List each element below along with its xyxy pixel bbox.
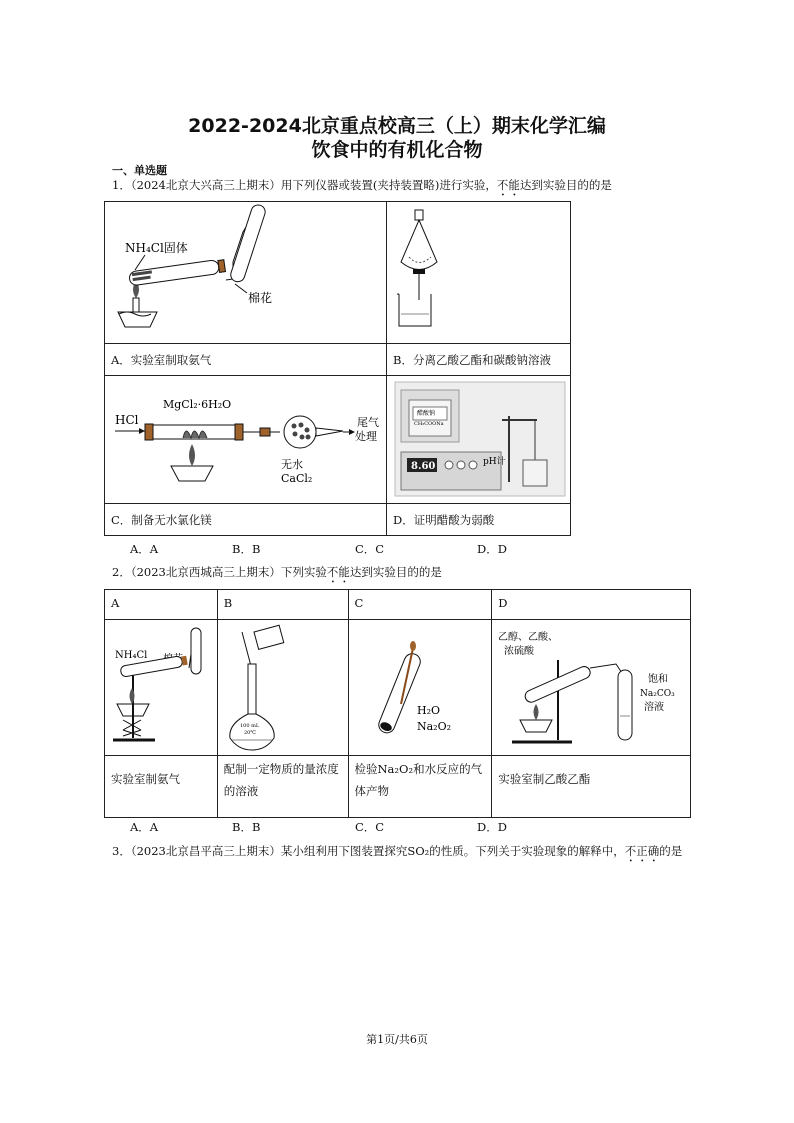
- q2b-label-volume: 100 mL: [239, 723, 259, 729]
- q2-figure-a: [105, 620, 218, 756]
- q2-header-c: C: [348, 590, 492, 620]
- q2a-label-nh4cl: NH₄Cl: [115, 650, 148, 661]
- q2-option-b[interactable]: B．B: [232, 820, 261, 834]
- q1c-label-treatment: 处理: [355, 430, 377, 443]
- q2c-label-h2o: H₂O: [416, 704, 440, 717]
- q2-option-d[interactable]: D．D: [477, 820, 507, 834]
- page-subtitle: 饮食中的有机化合物: [311, 139, 483, 161]
- question-1-table: [104, 201, 571, 536]
- q2b-label-temperature: 20℃: [243, 730, 256, 736]
- q2-desc-a: 实验室制氨气: [105, 756, 218, 818]
- page-footer: 第1页/共6页: [366, 1033, 428, 1046]
- q2-header-d: D: [492, 590, 691, 620]
- q1-figure-d: [387, 376, 571, 504]
- q2-option-a[interactable]: A．A: [130, 820, 159, 834]
- page-title: 2022-2024北京重点校高三（上）期末化学汇编: [188, 115, 606, 137]
- q1-caption-b: B．分离乙酸乙酯和碳酸钠溶液: [387, 344, 571, 376]
- q1-option-b[interactable]: B．B: [232, 542, 261, 556]
- q1c-label-mgcl2: MgCl₂·6H₂O: [163, 398, 232, 411]
- q1c-label-hcl: HCl: [115, 413, 139, 427]
- q1-option-d[interactable]: D．D: [477, 542, 507, 556]
- q2-desc-b: 配制一定物质的量浓度的溶液: [217, 756, 348, 818]
- q2d-label-solution: 溶液: [644, 702, 665, 713]
- q1a-label-cotton: 棉花: [248, 291, 273, 305]
- q2-header-a: A: [105, 590, 218, 620]
- q1-caption-d: D．证明醋酸为弱酸: [387, 504, 571, 536]
- q2-figure-d: [492, 620, 691, 756]
- q2-header-b: B: [217, 590, 348, 620]
- q1c-label-tailgas: 尾气: [357, 416, 379, 429]
- q1d-label-reading: 8.60: [411, 461, 436, 472]
- q2c-label-na2o2: Na₂O₂: [416, 720, 451, 733]
- q2d-label-h2so4: 浓硫酸: [504, 646, 535, 657]
- q1c-label-cacl2: CaCl₂: [281, 472, 313, 485]
- question-2-table: [104, 589, 691, 818]
- q2d-label-saturated: 饱和: [648, 674, 669, 685]
- q1-figure-c: [105, 376, 387, 504]
- q2-option-c[interactable]: C．C: [355, 820, 385, 834]
- q2d-label-na2co3: Na₂CO₃: [640, 689, 675, 699]
- q1a-label-nh4cl: NH₄Cl固体: [125, 241, 188, 255]
- q1d-label-ch3coona: CH₃COONa: [414, 421, 444, 427]
- q1-figure-a: [105, 202, 387, 344]
- q1d-label-ph-meter: pH计: [483, 457, 506, 467]
- question-1-stem: 1．（2024北京大兴高三上期末）用下列仪器或装置(夹持装置略)进行实验，不能达到实验目的的是: [112, 178, 612, 192]
- question-3-stem: 3．（2023北京昌平高三上期末）某小组利用下图装置探究SO₂的性质。下列关于实验现象的解释中，不正确的是: [112, 844, 683, 858]
- q1-option-a[interactable]: A．A: [130, 542, 159, 556]
- q2-figure-c: [348, 620, 492, 756]
- q1-caption-c: C．制备无水氯化镁: [105, 504, 387, 536]
- q2-desc-c: 检验Na₂O₂和水反应的气体产物: [348, 756, 492, 818]
- q1d-label-sodium-acetate: 醋酸钠: [417, 410, 436, 417]
- q1-figure-b: [387, 202, 571, 344]
- section-heading: 一、单选题: [112, 164, 167, 177]
- q1-caption-a: A．实验室制取氨气: [105, 344, 387, 376]
- question-2-stem: 2．（2023北京西城高三上期末）下列实验不能达到实验目的的是: [112, 565, 442, 579]
- q1c-label-anhydrous: 无水: [281, 458, 303, 471]
- q2-desc-d: 实验室制乙酸乙酯: [492, 756, 691, 818]
- q2-figure-b: [217, 620, 348, 756]
- q2d-label-reagents: 乙醇、乙酸、: [498, 632, 559, 643]
- q1-option-c[interactable]: C．C: [355, 542, 385, 556]
